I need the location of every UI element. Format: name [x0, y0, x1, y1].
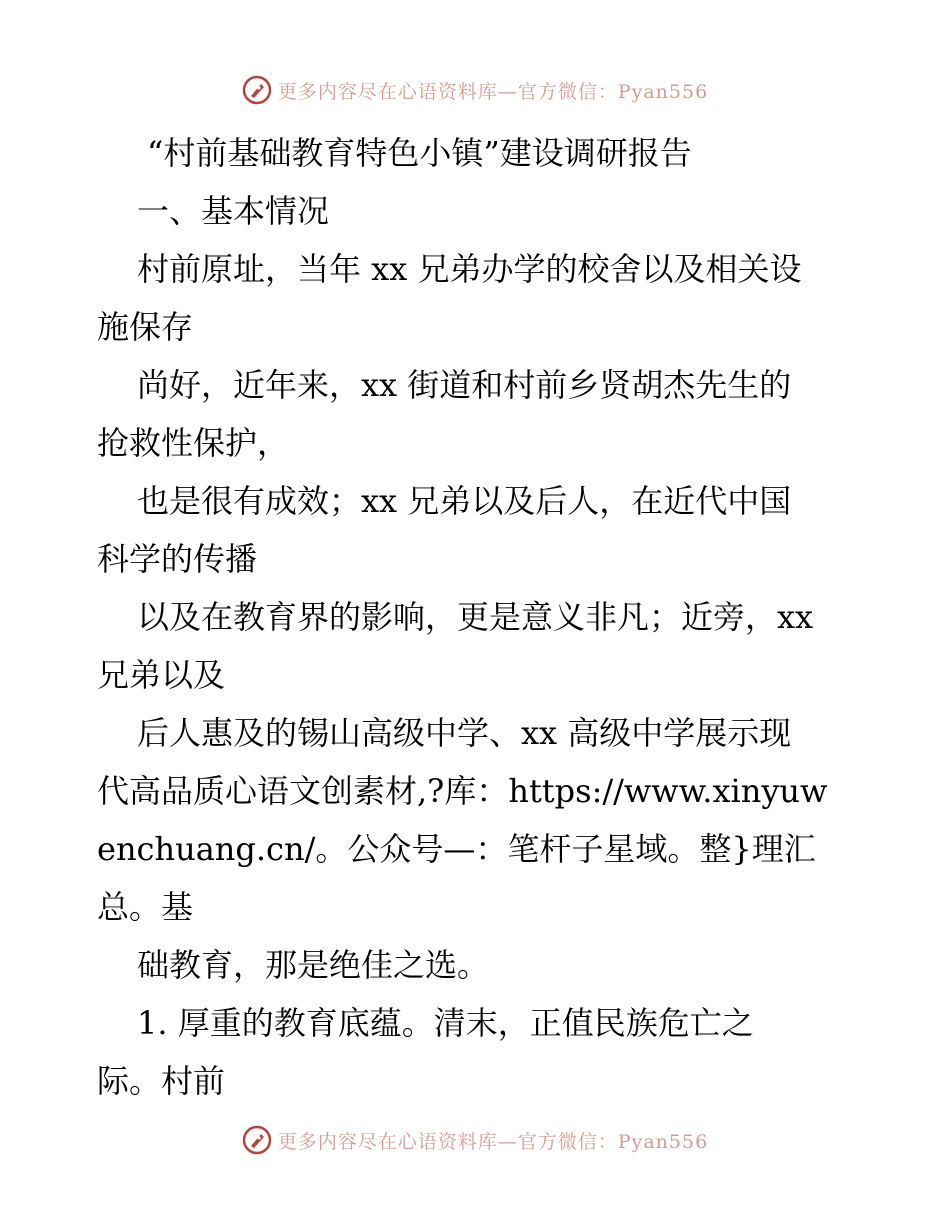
footer-banner: [0, 1120, 950, 1160]
paragraph-line: 尚好，近年来，xx 街道和村前乡贤胡杰先生的: [137, 366, 792, 404]
banner-text: 更多内容尽在心语资料库—官方微信：Pyan556: [277, 80, 709, 103]
paragraph-line: 村前原址，当年 xx 兄弟办学的校舍以及相关设: [137, 250, 802, 288]
paragraph-line: 施保存: [97, 308, 194, 346]
paragraph-line: 础教育，那是绝佳之选。: [137, 946, 490, 984]
document-body: [97, 124, 857, 1110]
pen-nib-logo-icon: [242, 75, 272, 105]
paragraph-line: 1. 厚重的教育底蕴。清末，正值民族危亡之: [137, 1004, 754, 1042]
paragraph-line: enchuang.cn/。公众号—：笔杆子星域。整}理汇: [97, 830, 816, 868]
paragraph-line: 际。村前: [97, 1062, 226, 1100]
header-banner: [0, 70, 950, 110]
paragraph-line: 抢救性保护，: [97, 424, 290, 462]
paragraph-line: 代高品质心语文创素材,?库：https://www.xinyuw: [97, 772, 828, 810]
paragraph-line: 也是很有成效；xx 兄弟以及后人，在近代中国: [137, 482, 792, 520]
paragraph-line: 以及在教育界的影响，更是意义非凡；近旁，xx: [137, 598, 814, 636]
banner-text: 更多内容尽在心语资料库—官方微信：Pyan556: [277, 1130, 709, 1153]
document-title: “村前基础教育特色小镇”建设调研报告: [147, 134, 692, 172]
paragraph-line: 兄弟以及: [97, 656, 226, 694]
paragraph-line: 后人惠及的锡山高级中学、xx 高级中学展示现: [137, 714, 792, 752]
pen-nib-logo-icon: [242, 1125, 272, 1155]
section-heading: 一、基本情况: [137, 192, 330, 230]
paragraph-line: 科学的传播: [97, 540, 258, 578]
paragraph-line: 总。基: [97, 888, 194, 926]
